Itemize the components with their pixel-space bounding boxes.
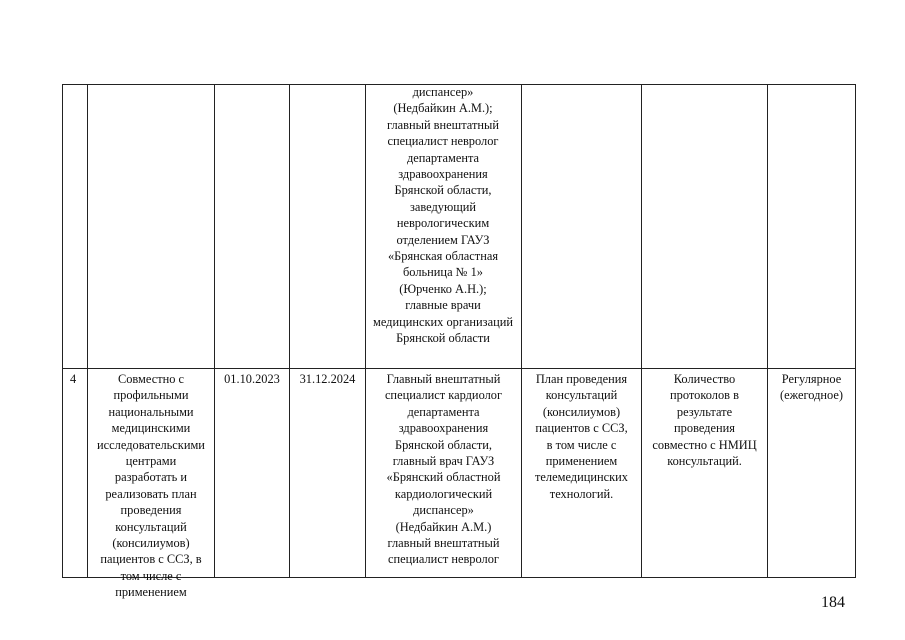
table-column-divider: [214, 84, 215, 578]
table-border-right: [855, 84, 856, 578]
task-cell: Совместно с профильными национальными медицинскими исследовательскими центрами разработать и реализовать план проведения консультаций (консилиумов) пациентов с ССЗ, в том числе с применением: [97, 372, 205, 600]
responsible-cell: Главный внештатный специалист кардиолог департамента здравоохранения Брянской области, главный врач ГАУЗ «Брянский областной кардиологический диспансер» (Недбайкин А.М.) главный внештатный специалист невролог: [384, 372, 503, 567]
indicator-cell: Количество протоколов в результате проведения совместно с НМИЦ консультаций.: [652, 372, 757, 469]
table-column-divider: [767, 84, 768, 578]
row-number: 4: [70, 372, 77, 386]
document-table: [62, 84, 856, 600]
table-column-divider: [641, 84, 642, 578]
table-column-divider: [521, 84, 522, 578]
result-cell: План проведения консультаций (консилиумов) пациентов с ССЗ, в том числе с применением телемедицинских технологий.: [535, 372, 628, 501]
responsible-cell-continued: диспансер» (Недбайкин А.М.); главный внештатный специалист невролог департамента здравоохранения Брянской области, заведующий неврологическим отделением ГАУЗ «Брянская областная больница № 1» (Юрченко А.Н.); главные врачи медицинских организаций Брянской области: [373, 85, 513, 346]
table-border-left: [62, 84, 63, 578]
start-date-cell: 01.10.2023: [224, 372, 280, 386]
page-number: 184: [821, 594, 845, 611]
end-date-cell: 31.12.2024: [299, 372, 356, 386]
table-column-divider: [289, 84, 290, 578]
periodicity-cell: Регулярное (ежегодное): [779, 372, 844, 403]
table-row-divider: [62, 368, 856, 369]
